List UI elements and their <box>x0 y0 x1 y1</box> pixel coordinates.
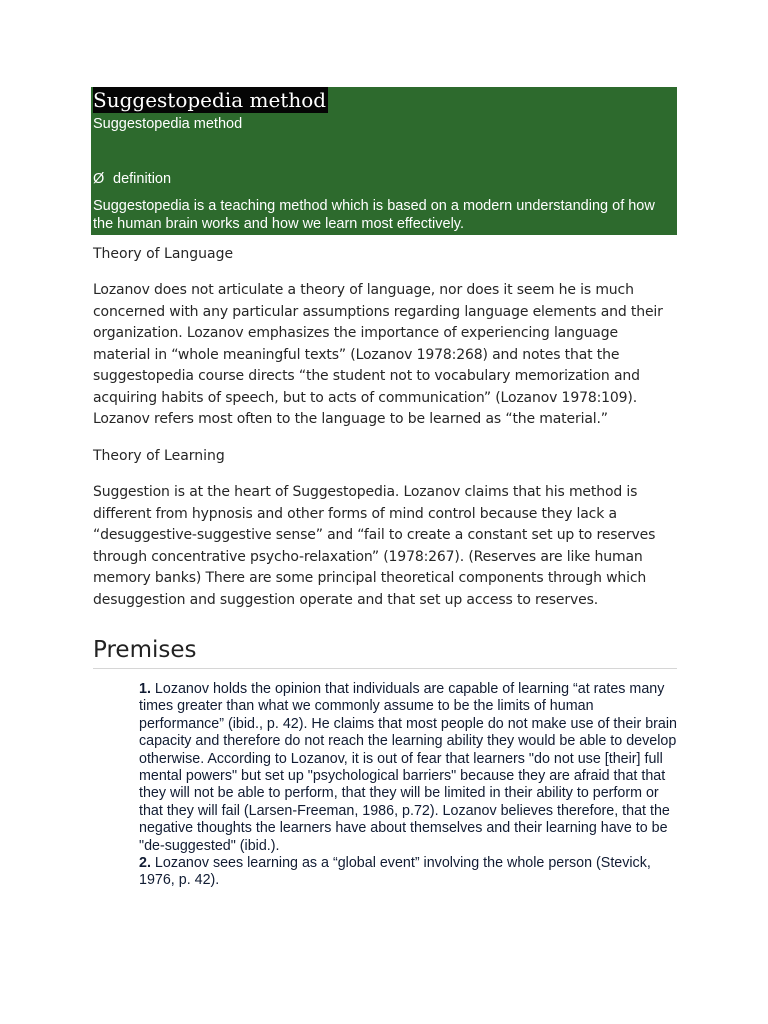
definition-label: definition <box>113 171 172 187</box>
premise-text: Lozanov holds the opinion that individuals are capable of learning “at rates many times greater than what we commonly assume to be the limits of human performance” (ibid., p. 42). He claims that most people do not make use of their brain capacity and therefore do not reach the learning ability they would be able to develop otherwise. According to Lozanov, it is out of fear that learners "do not use [their] full mental powers" but set up "psychological barriers" because they are afraid that that they will not be able to perform, that they will be limited in their ability to perform or that they will fail (Larsen-Freeman, 1986, p.72). Lozanov believes therefore, that the negative thoughts the learners have about themselves and their learning have to be "de-suggested" (ibid.). <box>139 681 677 854</box>
premise-text: Lozanov sees learning as a “global event” involving the whole person (Stevick, 1976, p. 42). <box>139 855 651 889</box>
premise-item <box>139 681 679 855</box>
theory-of-learning-heading: Theory of Learning <box>93 448 225 464</box>
premise-number: 1. <box>139 681 151 697</box>
definition-heading <box>93 170 171 188</box>
page-title: Suggestopedia method <box>93 88 327 112</box>
bullet-icon: Ø <box>93 171 105 187</box>
theory-of-language-heading: Theory of Language <box>93 246 234 262</box>
premises-heading: Premises <box>93 637 197 663</box>
definition-box <box>91 87 677 235</box>
premise-number: 2. <box>139 855 151 871</box>
premise-item <box>139 855 679 890</box>
subtitle: Suggestopedia method <box>93 116 243 132</box>
theory-of-learning-paragraph: Suggestion is at the heart of Suggestopedia. Lozanov claims that his method is different from hypnosis and other forms of mind control because they lack a “desuggestive-suggestive sense” and “fail to create a constant set up to reserves through concentrative psycho-relaxation” (1978:267). (Reserves are like human memory banks) There are some principal theoretical components through which desuggestion and suggestion operate and that set up access to reserves. <box>93 484 656 608</box>
divider <box>93 668 677 669</box>
theory-of-language-paragraph: Lozanov does not articulate a theory of language, nor does it seem he is much concerned with any particular assumptions regarding language elements and their organization. Lozanov emphasizes the importance of experiencing language material in “whole meaningful texts” (Lozanov 1978:268) and notes that the suggestopedia course directs “the student not to vocabulary memorization and acquiring habits of speech, but to acts of communication” (Lozanov 1978:109). Lozanov refers most often to the language to be learned as “the material.” <box>93 282 663 427</box>
definition-text: Suggestopedia is a teaching method which is based on a modern understanding of how the human brain works and how we learn most effectively. <box>93 198 655 232</box>
